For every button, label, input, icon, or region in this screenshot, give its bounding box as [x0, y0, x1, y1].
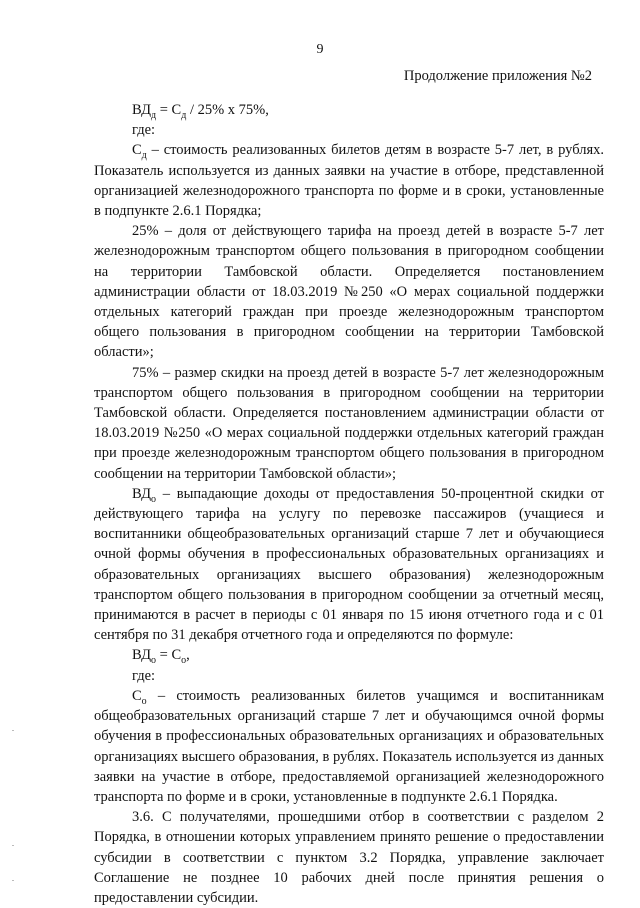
scan-mark [12, 880, 14, 881]
scan-mark [12, 845, 14, 846]
document-body [94, 100, 604, 908]
paragraph-25-percent: 25% – доля от действующего тарифа на проезд детей в возрасте 5-7 лет железнодорожным транспортом общего пользования в пригородном сообщении на территории Тамбовской области. Определяется постановлением администрации области от 18.03.2019 №250 «О мерах социальной поддержки отдельных категорий граждан при проезде железнодорожным транспортом общего пользования в пригородном сообщении на территории Тамбовской области»; [94, 223, 604, 361]
scan-mark [12, 730, 14, 731]
paragraph-cd: $С_д$ – стоимость реализованных билетов детям в возрасте 5-7 лет, в рублях. Показатель используется из данных заявки на участие в отборе, представленной организацией железнодорожного транспорта по форме и в сроки, установленные в подпункте 2.6.1 Порядка; [94, 142, 604, 220]
where-label: где: [132, 122, 156, 139]
formula-vd-d: $ВД_д = С_д / 25\%$ х 75%, [132, 102, 269, 121]
formula-vd-o: $ВД_о = С_о$, [132, 647, 190, 667]
paragraph-75-percent: 75% – размер скидки на проезд детей в возрасте 5-7 лет железнодорожным транспортом общего пользования в пригородном сообщении на территории Тамбовской области. Определяется постановлением администрации области от 18.03.2019 №250 «О мерах социальной поддержки отдельных категорий граждан при проезде железнодорожным транспортом общего пользования в пригородном сообщении на территории Тамбовской области»; [94, 364, 604, 482]
appendix-header: Продолжение приложения №2 [403, 68, 592, 84]
paragraph-3-6: 3.6. С получателями, прошедшими отбор в соответствии с разделом 2 Порядка, в отношении которых управлением принято решение о предоставлении субсидии в соответствии с пунктом 3.2 Порядка, управление заключает Соглашение не позднее 10 рабочих дней после принятия решения о предоставлении субсидии. [94, 809, 604, 906]
page-number: 9 [316, 42, 324, 57]
paragraph-vd-o: $ВД_о$ – выпадающие доходы от предоставления 50-процентной скидки от действующего тарифа на услугу по перевозке пассажиров (учащиеся и воспитанники общеобразовательных организаций старше 7 лет и обучающиеся очной формы обучения в профессиональных образовательных организациях и образовательных организациях высшего образования) железнодорожным транспортом общего пользования в пригородном сообщении за отчетный месяц, принимаются в расчет в периоды с 01 января по 15 июня отчетного года и с 01 сентября по 31 декабря отчетного года и определяются по формуле: [94, 485, 604, 644]
where-label: где: [132, 667, 156, 684]
paragraph-co: $С_о$ – стоимость реализованных билетов учащимся и воспитанникам общеобразовательных организаций старше 7 лет и обучающимся очной формы обучения в профессиональных образовательных организациях и образовательных организациях высшего образования, в рублях. Показатель используется из данных заявки на участие в отборе, предоставляемой организацией железнодорожного транспорта по форме и в сроки, установленные в подпункте 2.6.1 Порядка. [94, 687, 604, 805]
